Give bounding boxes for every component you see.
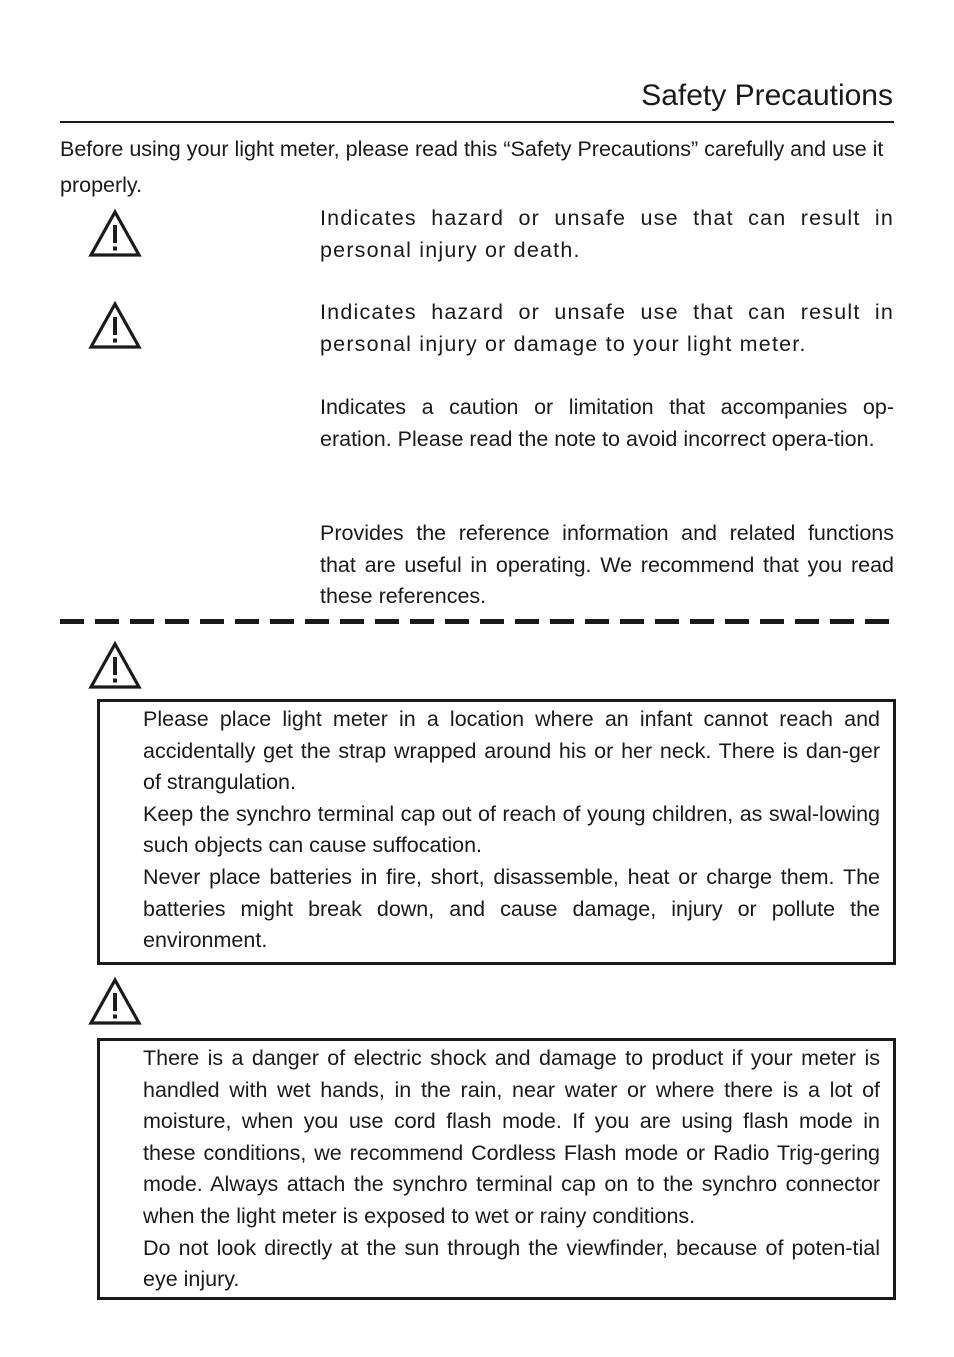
warning-triangle-icon (88, 640, 142, 690)
warning-item: Keep the synchro terminal cap out of reach of young children, as swal-lowing such objects can cause suffocation. (143, 801, 880, 858)
caution-box (97, 1038, 896, 1300)
warning-triangle-icon (88, 976, 142, 1026)
legend-caution-text: Indicates hazard or unsafe use that can result in personal injury or damage to your light meter. (320, 300, 894, 356)
page-title: Safety Precautions (641, 79, 893, 112)
legend-warning-text: Indicates hazard or unsafe use that can result in personal injury or death. (320, 206, 894, 262)
dashed-divider (60, 619, 894, 624)
title-underline (60, 121, 894, 123)
legend-note-text: Indicates a caution or limitation that accompanies op-eration. Please read the note to avoid incorrect opera-tion. (320, 395, 894, 451)
warning-item: Never place batteries in fire, short, disassemble, heat or charge them. The batteries might break down, and cause damage, injury or pollute the environment. (143, 864, 880, 953)
caution-item: There is a danger of electric shock and damage to product if your meter is handled with wet hands, in the rain, near water or where there is a lot of moisture, when you use cord flash mode. If you are using flash mode in these conditions, we recommend Cordless Flash mode or Radio Trig-gering mode. Always attach the synchro terminal cap on to the synchro connector when the light meter is exposed to wet or rainy conditions. (143, 1046, 880, 1228)
warning-triangle-icon (88, 208, 142, 258)
legend-reference-text: Provides the reference information and related functions that are useful in operating. We recommend that you read these references. (320, 521, 894, 608)
caution-item: Do not look directly at the sun through the viewfinder, because of poten-tial eye injury. (143, 1235, 880, 1292)
warning-item: Please place light meter in a location where an infant cannot reach and accidentally get the strap wrapped around his or her neck. There is dan-ger of strangulation. (143, 707, 880, 795)
intro-text: Before using your light meter, please read this “Safety Precautions” carefully and use it properly. (60, 137, 884, 197)
warning-box (97, 699, 896, 965)
warning-triangle-icon (88, 300, 142, 350)
